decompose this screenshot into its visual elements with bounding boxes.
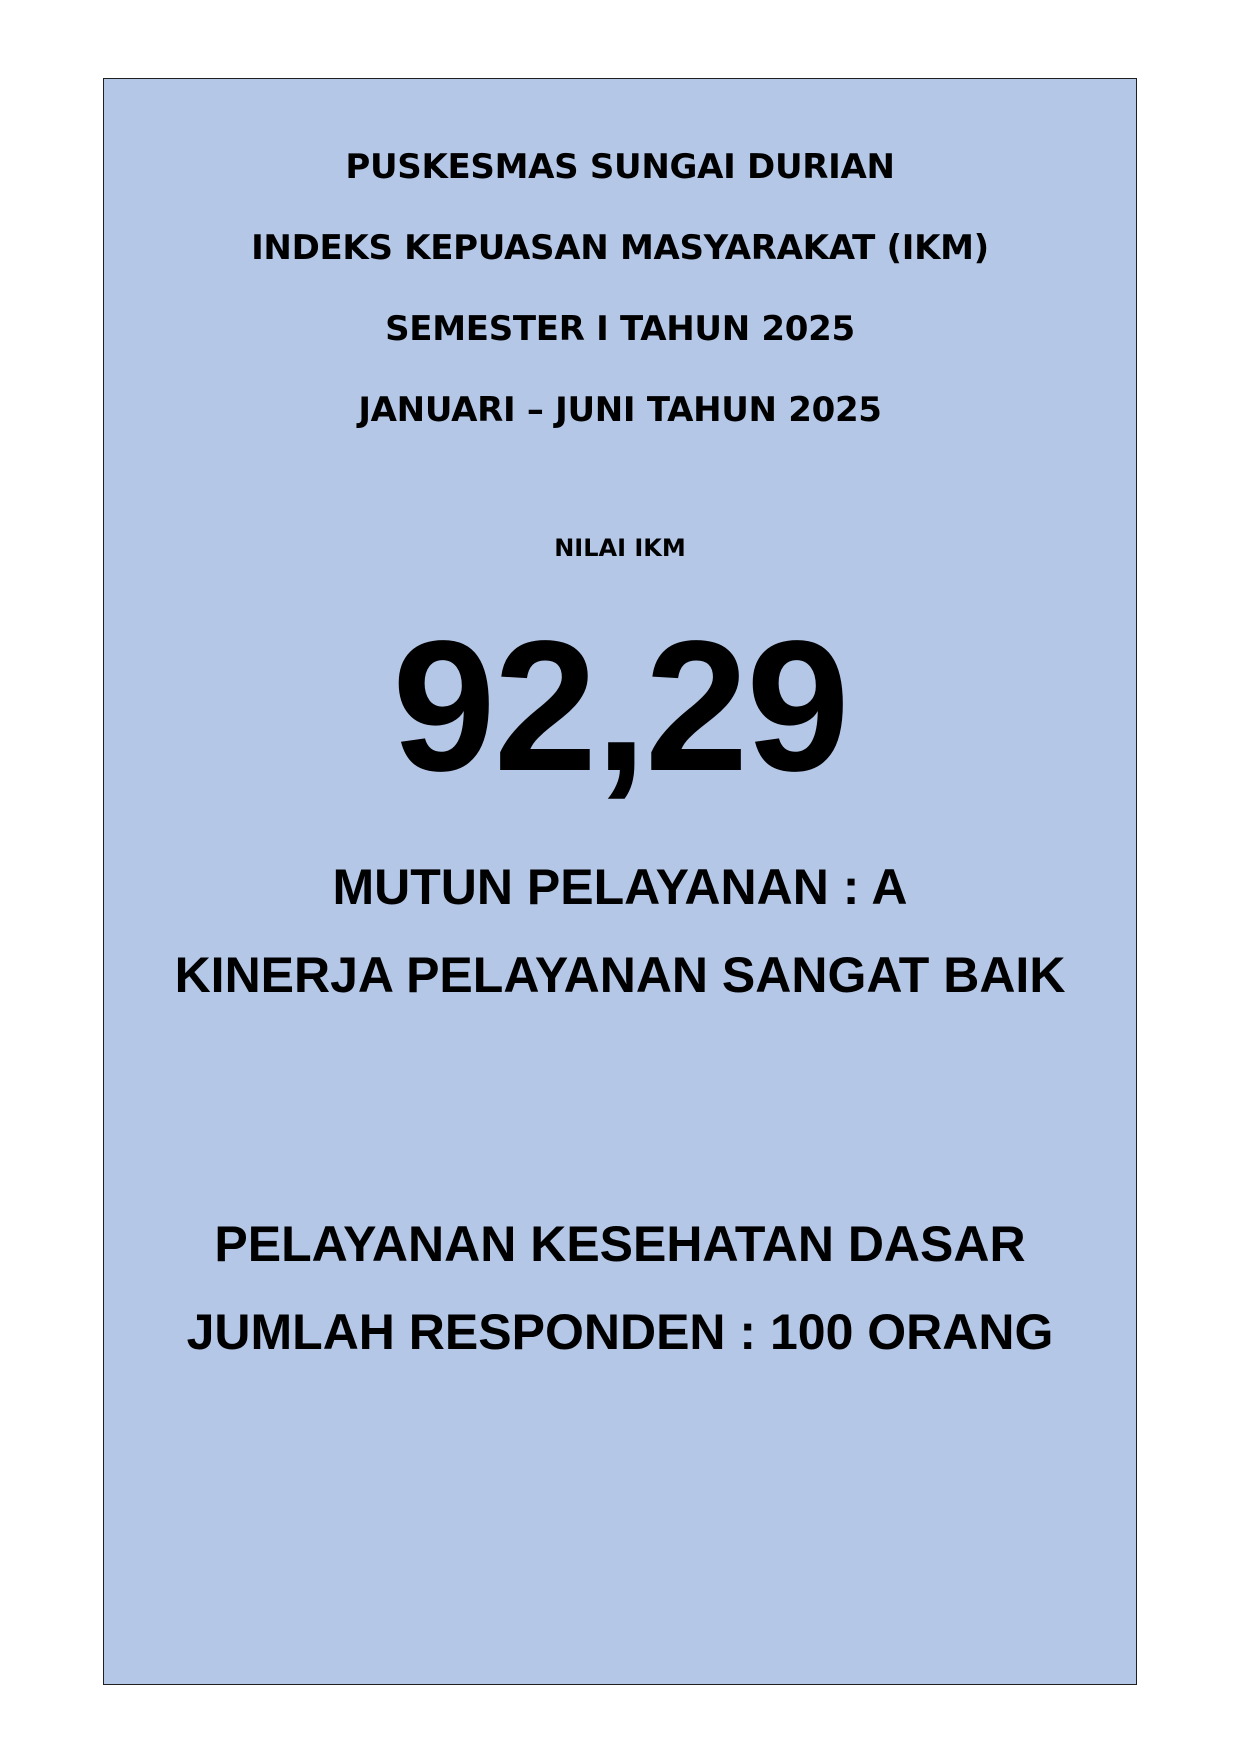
respondent-count: JUMLAH RESPONDEN : 100 ORANG xyxy=(186,1304,1054,1360)
report-title: INDEKS KEPUASAN MASYARAKAT (IKM) xyxy=(251,228,989,268)
score-value: 92,29 xyxy=(392,603,848,810)
service-performance: KINERJA PELAYANAN SANGAT BAIK xyxy=(174,947,1066,1003)
report-semester: SEMESTER I TAHUN 2025 xyxy=(385,309,855,349)
score-label: NILAI IKM xyxy=(554,534,686,562)
report-period: JANUARI – JUNI TAHUN 2025 xyxy=(358,390,882,430)
service-type: PELAYANAN KESEHATAN DASAR xyxy=(214,1216,1026,1272)
ikm-report-panel xyxy=(103,78,1137,1685)
service-quality: MUTUN PELAYANAN : A xyxy=(332,859,908,915)
institution-name: PUSKESMAS SUNGAI DURIAN xyxy=(345,147,895,187)
